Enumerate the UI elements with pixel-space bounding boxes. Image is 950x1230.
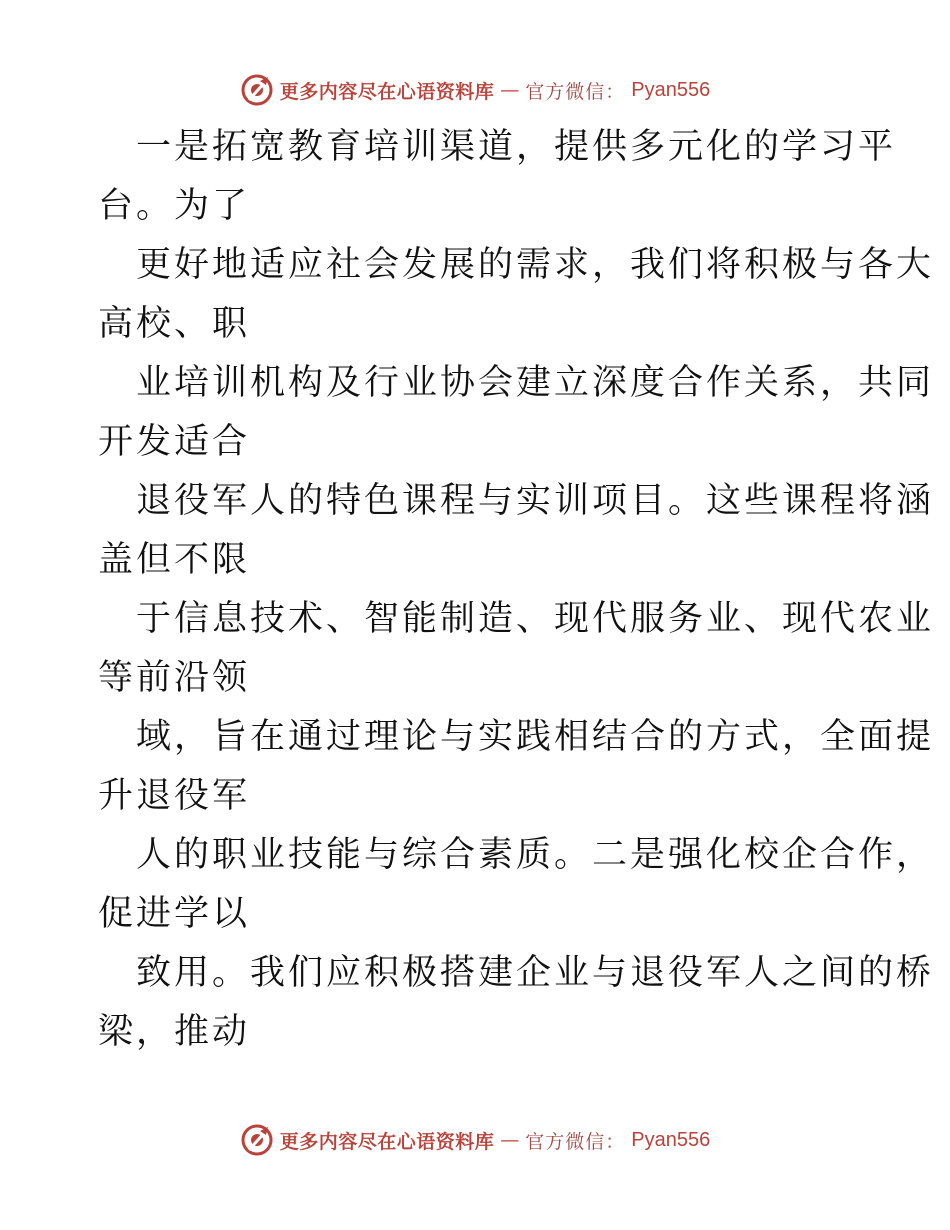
header-banner (0, 70, 950, 110)
text-line: 高校、职 (98, 304, 251, 344)
text-line: 升退役军 (98, 776, 251, 816)
footer-wechat-id: Pyan556 (631, 1128, 711, 1151)
text-line: 台。为了 (98, 186, 251, 226)
footer-banner (0, 1120, 950, 1160)
footer-separator: — (500, 1129, 520, 1151)
text-line: 致用。我们应积极搭建企业与退役军人之间的桥 (136, 953, 935, 993)
header-wechat-id: Pyan556 (631, 78, 711, 101)
text-line: 退役军人的特色课程与实训项目。这些课程将涵 (136, 481, 935, 521)
logo-icon (240, 73, 274, 107)
text-line: 等前沿领 (98, 658, 251, 698)
header-wechat-label: 官方微信： (525, 80, 626, 103)
text-line: 更好地适应社会发展的需求，我们将积极与各大 (136, 245, 935, 285)
text-line: 一是拓宽教育培训渠道，提供多元化的学习平 (136, 127, 897, 167)
footer-wechat-label: 官方微信： (525, 1130, 626, 1153)
text-line: 于信息技术、智能制造、现代服务业、现代农业 (136, 599, 935, 639)
text-line: 开发适合 (98, 422, 251, 462)
text-line: 盖但不限 (98, 540, 251, 580)
text-line: 促进学以 (98, 894, 251, 934)
text-line: 域，旨在通过理论与实践相结合的方式，全面提 (136, 717, 935, 757)
header-separator: — (500, 79, 520, 101)
document-body (98, 118, 935, 1062)
text-line: 人的职业技能与综合素质。二是强化校企合作， (136, 835, 935, 875)
text-line: 业培训机构及行业协会建立深度合作关系，共同 (136, 363, 935, 403)
header-site-name: 更多内容尽在心语资料库 (279, 80, 495, 103)
footer-site-name: 更多内容尽在心语资料库 (279, 1130, 495, 1153)
logo-icon (240, 1123, 274, 1157)
text-line: 梁，推动 (98, 1012, 251, 1052)
